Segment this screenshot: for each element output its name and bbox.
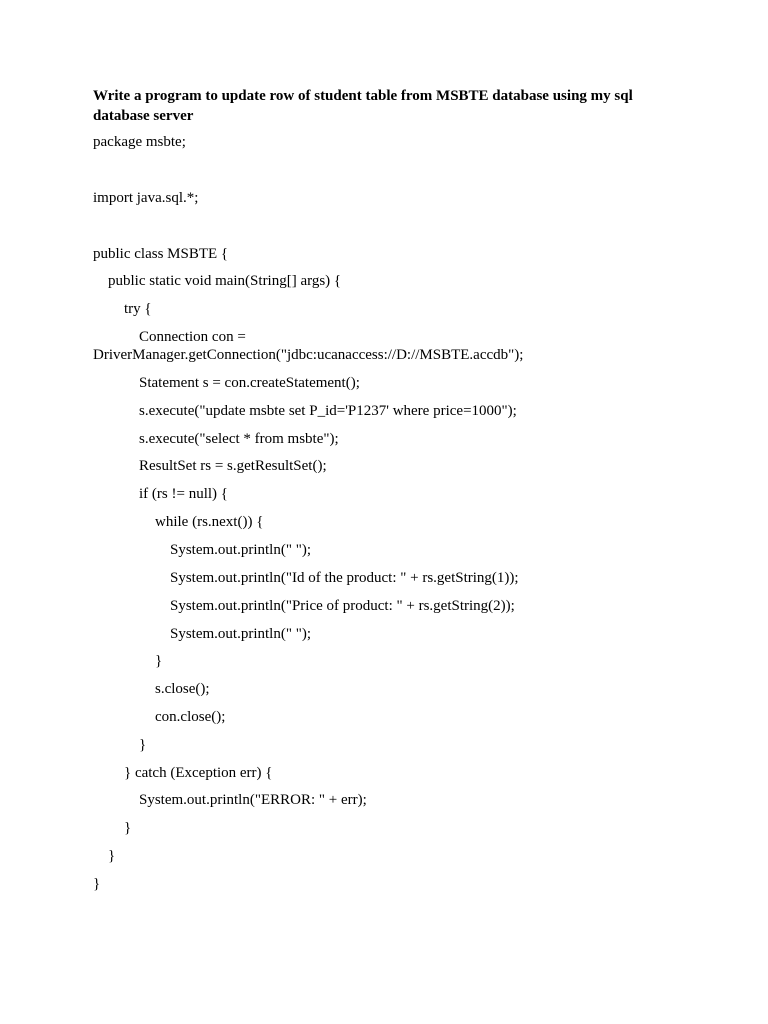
code-line-execute-select: s.execute("select * from msbte"); [139, 431, 339, 447]
code-line-connection-declaration: Connection con = [139, 329, 246, 345]
code-line-try: try { [124, 301, 152, 317]
code-line-println-error: System.out.println("ERROR: " + err); [139, 792, 367, 808]
code-line-close-while: } [155, 653, 163, 669]
code-line-println-blank-2: System.out.println(" "); [170, 626, 311, 642]
code-line-close-class: } [93, 876, 101, 892]
code-line-if: if (rs != null) { [139, 486, 228, 502]
code-line-println-price: System.out.println("Price of product: " + rs.getString(2)); [170, 598, 515, 614]
code-line-main-method: public static void main(String[] args) { [108, 273, 342, 289]
code-line-close-main: } [108, 848, 116, 864]
heading-line-2: database server [93, 108, 194, 124]
code-line-while: while (rs.next()) { [155, 514, 264, 530]
code-line-println-blank-1: System.out.println(" "); [170, 542, 311, 558]
code-line-class-declaration: public class MSBTE { [93, 246, 229, 262]
code-line-connection-close: con.close(); [155, 709, 226, 725]
code-line-import: import java.sql.*; [93, 190, 199, 206]
code-line-statement-close: s.close(); [155, 681, 210, 697]
code-line-package: package msbte; [93, 134, 186, 150]
code-line-statement: Statement s = con.createStatement(); [139, 375, 360, 391]
code-line-close-catch: } [124, 820, 132, 836]
code-line-println-id: System.out.println("Id of the product: " + rs.getString(1)); [170, 570, 519, 586]
code-line-close-if: } [139, 737, 147, 753]
code-line-execute-update: s.execute("update msbte set P_id='P1237' where price=1000"); [139, 403, 517, 419]
code-line-catch: } catch (Exception err) { [124, 765, 273, 781]
code-line-connection-call: DriverManager.getConnection("jdbc:ucanaccess://D://MSBTE.accdb"); [93, 347, 524, 363]
document-heading [93, 86, 693, 126]
heading-line-1: Write a program to update row of student table from MSBTE database using my sql [93, 88, 633, 104]
code-line-resultset: ResultSet rs = s.getResultSet(); [139, 458, 327, 474]
